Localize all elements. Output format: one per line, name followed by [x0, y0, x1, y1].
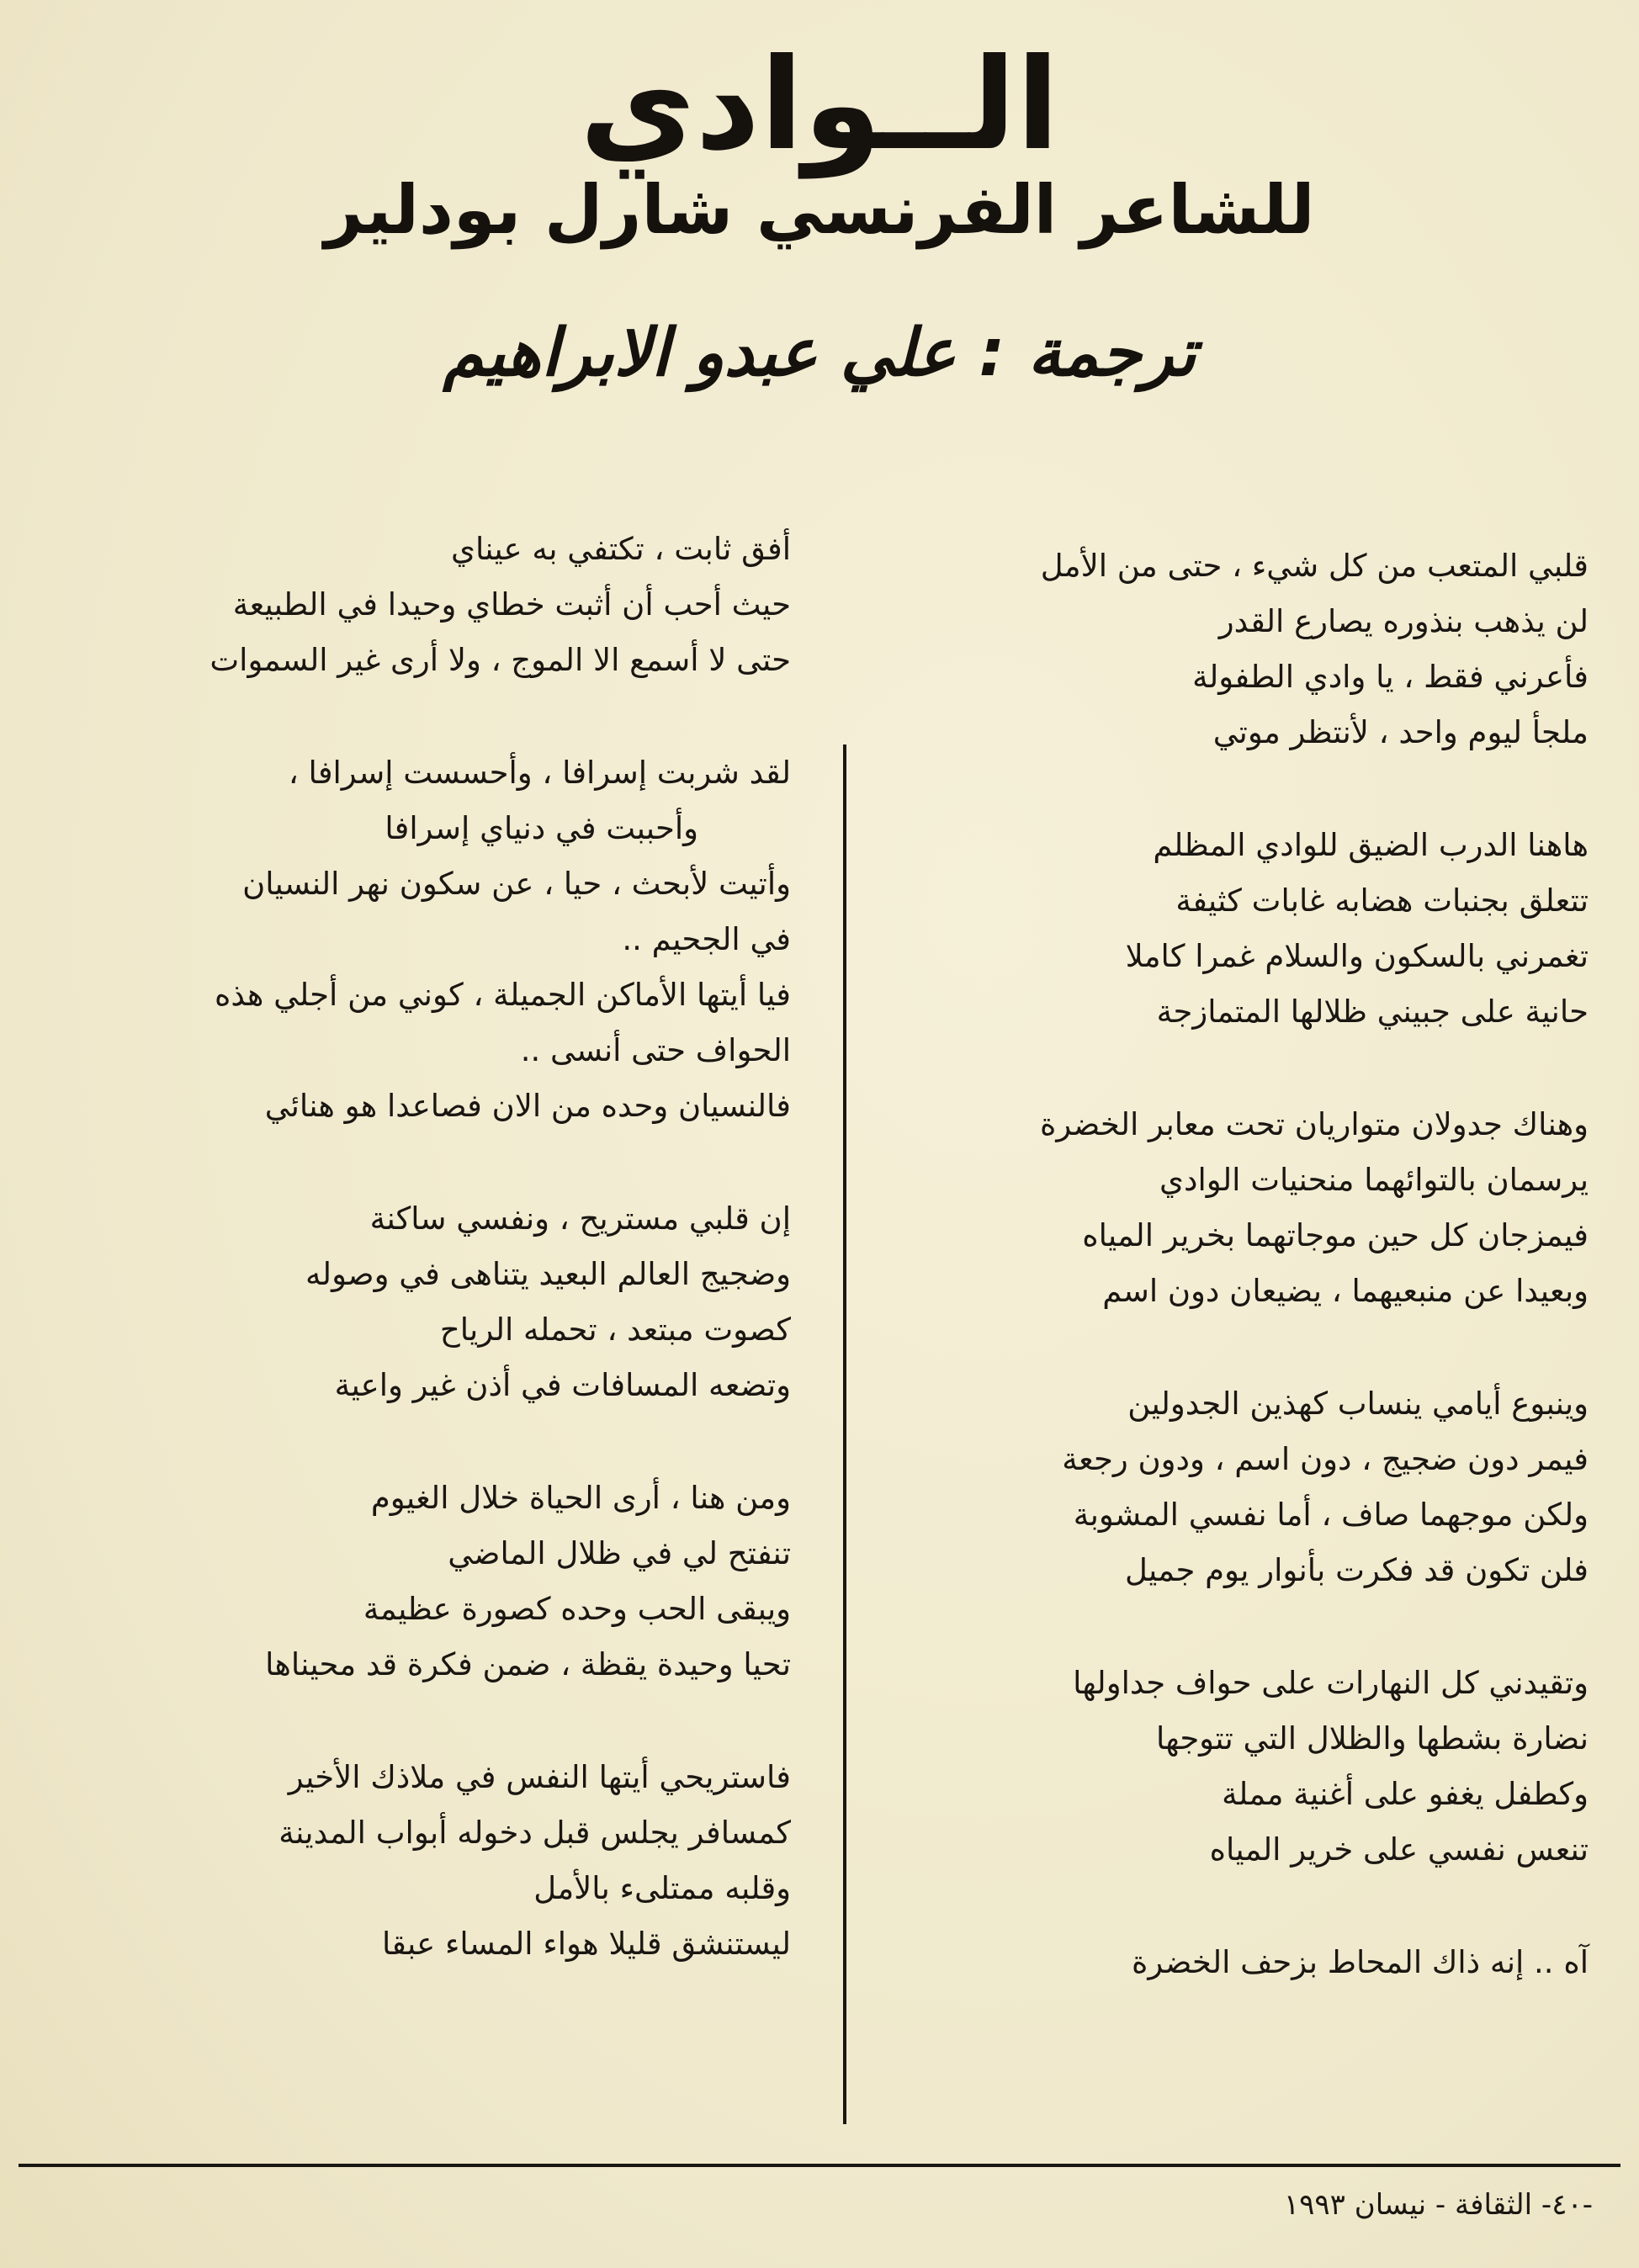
translator-credit: ترجمة : علي عبدو الابراهيم — [443, 315, 1196, 391]
poem-line: الحواف حتى أنسى .. — [520, 1032, 791, 1068]
stanza — [865, 538, 1589, 760]
poem-line: حتى لا أسمع الا الموج ، ولا أرى غير السموات — [210, 642, 791, 678]
poem-line: لن يذهب بنذوره يصارع القدر — [1218, 603, 1589, 639]
poem-line: حانية على جبيني ظلالها المتمازجة — [1156, 994, 1589, 1030]
page-footer: -٤٠- الثقافة - نيسان ١٩٩٣ — [1283, 2188, 1593, 2222]
stanza — [865, 1656, 1589, 1878]
poem-line: في الجحيم .. — [622, 921, 791, 957]
poem-line: تتعلق بجنبات هضابه غابات كثيفة — [1175, 882, 1589, 919]
poem-line: ليستنشق قليلا هواء المساء عبقا — [381, 1926, 791, 1962]
poem-line: لقد شربت إسرافا ، وأحسست إسرافا ، — [288, 755, 791, 791]
stanza — [865, 818, 1589, 1040]
stanza — [0, 1750, 791, 1972]
column-divider — [843, 745, 846, 2124]
poem-line: وقلبه ممتلىء بالأمل — [533, 1870, 791, 1906]
poem-line: يرسمان بالتوائهما منحنيات الوادي — [1159, 1162, 1589, 1198]
poem-line: أفق ثابت ، تكتفي به عيناي — [450, 531, 791, 567]
poem-line: ملجأ ليوم واحد ، لأنتظر موتي — [1212, 714, 1589, 750]
poem-title: الــوادي — [579, 32, 1060, 178]
poem-line: تنفتح لي في ظلال الماضي — [448, 1535, 791, 1571]
stanza — [0, 1470, 791, 1693]
poem-line: كمسافر يجلس قبل دخوله أبواب المدينة — [278, 1815, 791, 1851]
footer-rule — [19, 2164, 1620, 2167]
stanza — [0, 745, 791, 1134]
poem-line: فيمزجان كل حين موجاتهما بخرير المياه — [1082, 1217, 1589, 1253]
poem-line: فيمر دون ضجيج ، دون اسم ، ودون رجعة — [1062, 1441, 1589, 1477]
stanza — [0, 1191, 791, 1413]
poem-line: تنعس نفسي على خرير المياه — [1209, 1831, 1589, 1868]
poem-line: ولكن موجهما صاف ، أما نفسي المشوبة — [1073, 1497, 1589, 1533]
right-column — [865, 538, 1589, 2048]
left-column — [0, 522, 791, 2029]
poem-line: إن قلبي مستريح ، ونفسي ساكنة — [369, 1200, 791, 1237]
poem-line: فالنسيان وحده من الان فصاعدا هو هنائي — [264, 1088, 791, 1124]
poem-line: كصوت مبتعد ، تحمله الرياح — [439, 1312, 791, 1348]
poem-line: فلن تكون قد فكرت بأنوار يوم جميل — [1124, 1552, 1589, 1588]
poem-line: وأحببت في دنياي إسرافا — [385, 810, 698, 846]
poem-line: آه .. إنه ذاك المحاط بزحف الخضرة — [1132, 1944, 1589, 1980]
stanza — [865, 1935, 1589, 1990]
poem-line: وكطفل يغفو على أغنية مملة — [1222, 1776, 1589, 1812]
poem-line: وأتيت لأبحث ، حيا ، عن سكون نهر النسيان — [242, 866, 791, 902]
poem-line: فاستريحي أيتها النفس في ملاذك الأخير — [288, 1759, 791, 1795]
poem-line: فأعرني فقط ، يا وادي الطفولة — [1192, 659, 1589, 695]
poem-line: قلبي المتعب من كل شيء ، حتى من الأمل — [1040, 548, 1589, 584]
poem-line: حيث أحب أن أثبت خطاي وحيدا في الطبيعة — [232, 586, 791, 623]
poem-line: وتضعه المسافات في أذن غير واعية — [334, 1367, 791, 1403]
stanza — [865, 1376, 1589, 1598]
poem-line: وضجيج العالم البعيد يتناهى في وصوله — [305, 1256, 791, 1292]
poem-line: نضارة بشطها والظلال التي تتوجها — [1155, 1720, 1589, 1757]
poem-line: وبعيدا عن منبعيهما ، يضيعان دون اسم — [1102, 1273, 1589, 1309]
poem-line: وتقيدني كل النهارات على حواف جداولها — [1073, 1665, 1589, 1701]
stanza — [865, 1097, 1589, 1319]
poem-line: وينبوع أيامي ينساب كهذين الجدولين — [1127, 1386, 1589, 1422]
poem-line: تحيا وحيدة يقظة ، ضمن فكرة قد محيناها — [265, 1646, 791, 1682]
stanza — [0, 522, 791, 688]
poem-line: ويبقى الحب وحده كصورة عظيمة — [363, 1591, 791, 1627]
poem-line: هاهنا الدرب الضيق للوادي المظلم — [1153, 827, 1589, 863]
poem-line: ومن هنا ، أرى الحياة خلال الغيوم — [370, 1480, 791, 1516]
poem-line: تغمرني بالسكون والسلام غمرا كاملا — [1125, 938, 1589, 974]
poem-line: فيا أيتها الأماكن الجميلة ، كوني من أجلي هذه — [215, 977, 791, 1013]
poet-attribution: للشاعر الفرنسي شارل بودلير — [324, 171, 1315, 249]
poem-line: وهناك جدولان متواريان تحت معابر الخضرة — [1039, 1106, 1589, 1142]
